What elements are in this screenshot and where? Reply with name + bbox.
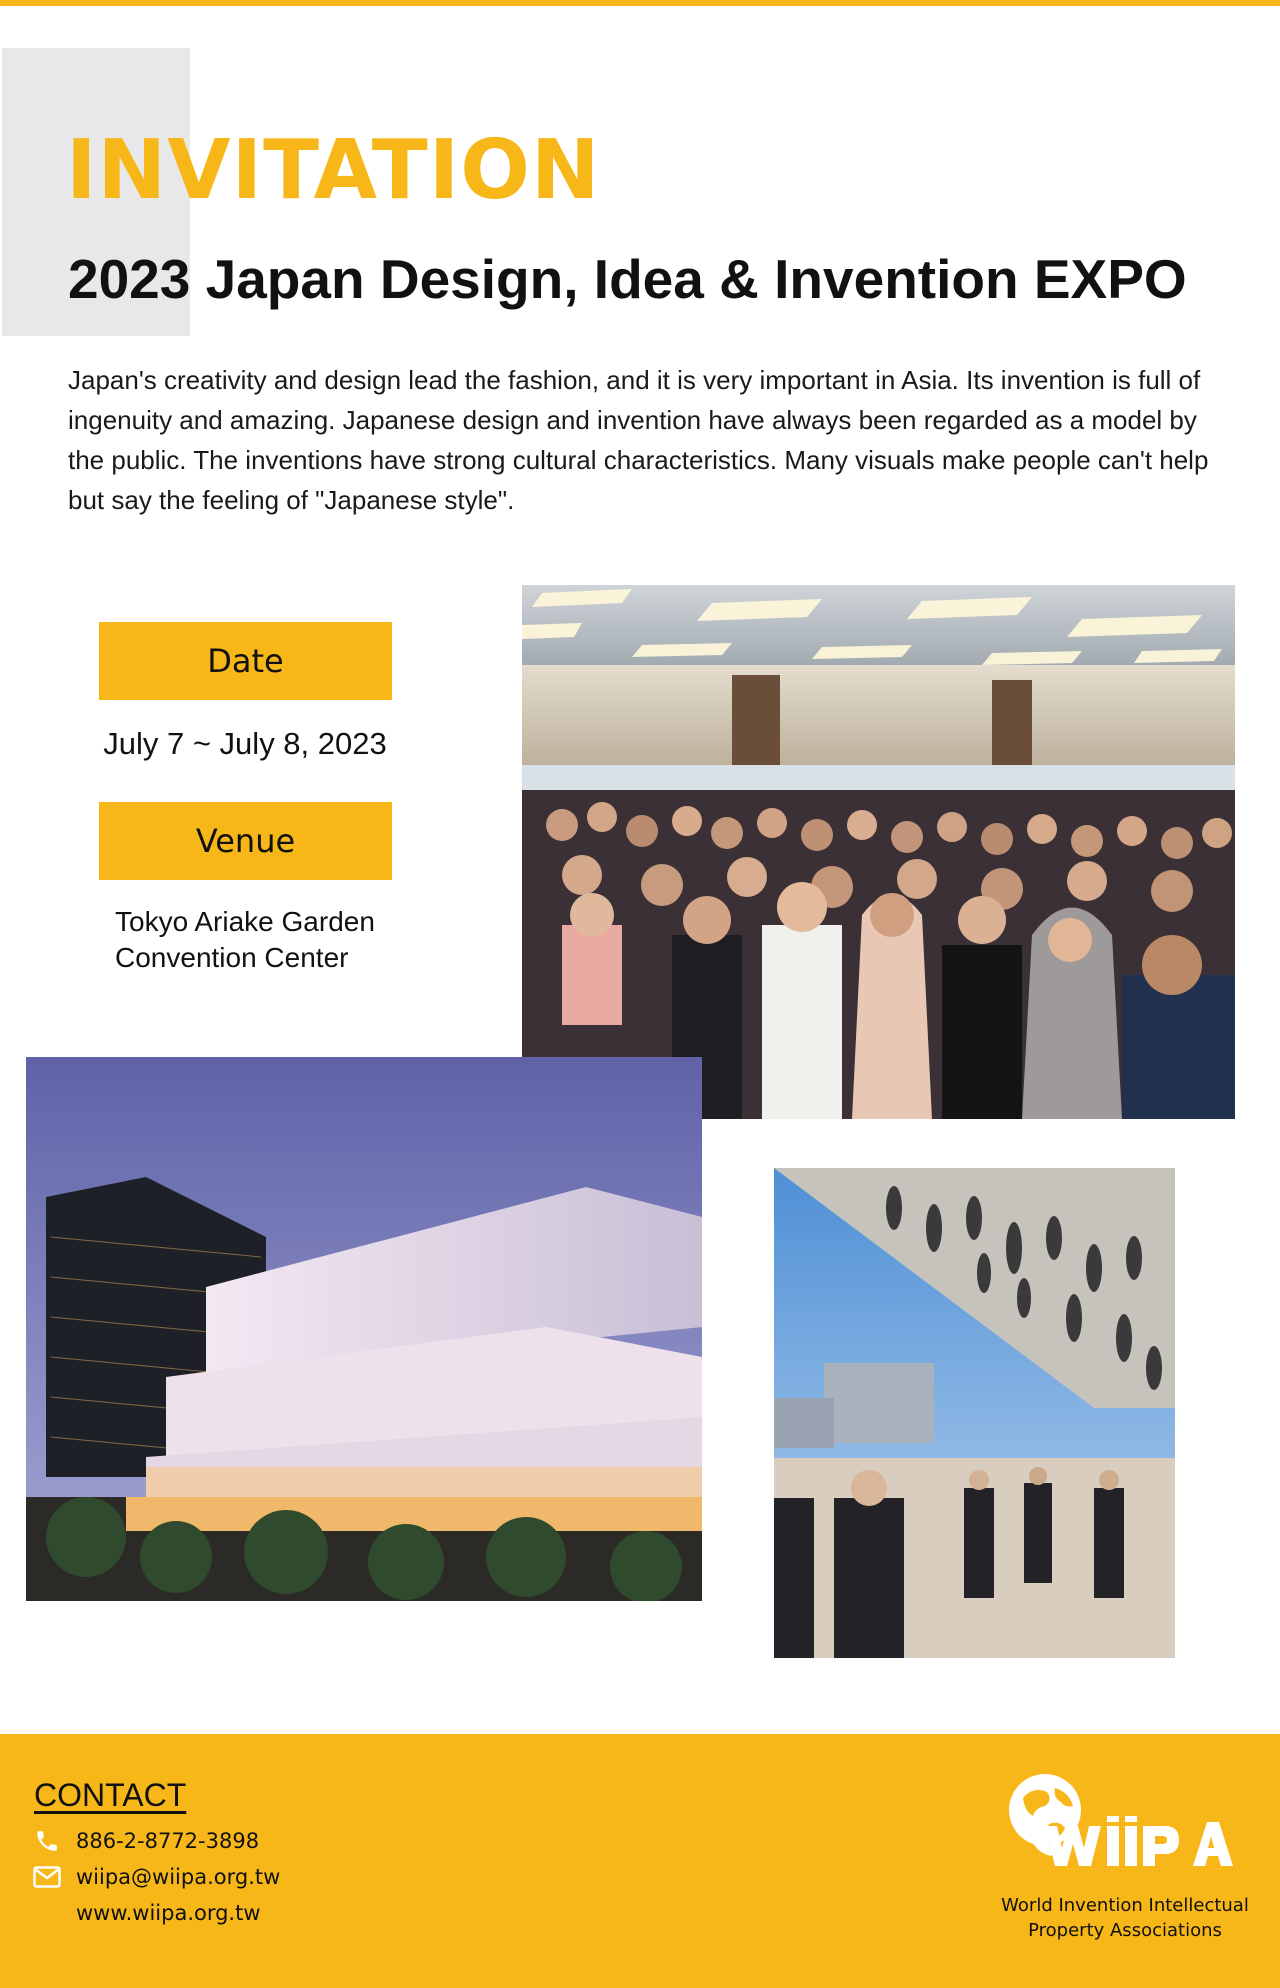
envelope-icon — [32, 1862, 62, 1892]
organization-name — [990, 1893, 1260, 1943]
expo-crowd-photo — [522, 585, 1235, 1119]
phone-number[interactable]: 886-2-8772-3898 — [76, 1829, 260, 1853]
website-link[interactable]: www.wiipa.org.tw — [76, 1901, 261, 1925]
organization-name-line-2: Property Associations — [1028, 1920, 1222, 1941]
email-address[interactable]: wiipa@wiipa.org.tw — [76, 1865, 281, 1889]
venue-line-2: Convention Center — [115, 942, 349, 973]
page-title: 2023 Japan Design, Idea & Invention EXPO — [68, 248, 1187, 310]
venue-line-1: Tokyo Ariake Garden — [115, 906, 375, 937]
intro-paragraph: Japan's creativity and design lead the fashion, and it is very important in Asia. Its invention is full of ingenuity and amazing. Japanese design and invention have always been regarded as a model by the public. The inventions have strong cultural characteristics. Many visuals make people can't help but say the feeling of "Japanese style". — [68, 365, 1209, 515]
mirrored-ceiling-plaza-photo — [774, 1168, 1175, 1658]
top-accent-rule — [0, 0, 1280, 6]
contact-website — [32, 1898, 261, 1928]
venue-value — [115, 904, 375, 976]
date-label: Date — [207, 642, 284, 680]
wiipa-globe-logo — [1005, 1768, 1235, 1888]
contact-heading: CONTACT — [34, 1777, 187, 1813]
date-value: July 7 ~ July 8, 2023 — [103, 726, 387, 761]
date-label-box — [99, 622, 392, 700]
invitation-kicker: INVITATION — [66, 123, 601, 218]
ariake-garden-building-photo — [26, 1057, 702, 1601]
organization-name-line-1: World Invention Intellectual — [1001, 1895, 1249, 1916]
venue-label: Venue — [195, 822, 296, 860]
phone-icon — [32, 1826, 62, 1856]
contact-phone — [32, 1826, 259, 1856]
contact-email — [32, 1862, 280, 1892]
venue-label-box — [99, 802, 392, 880]
